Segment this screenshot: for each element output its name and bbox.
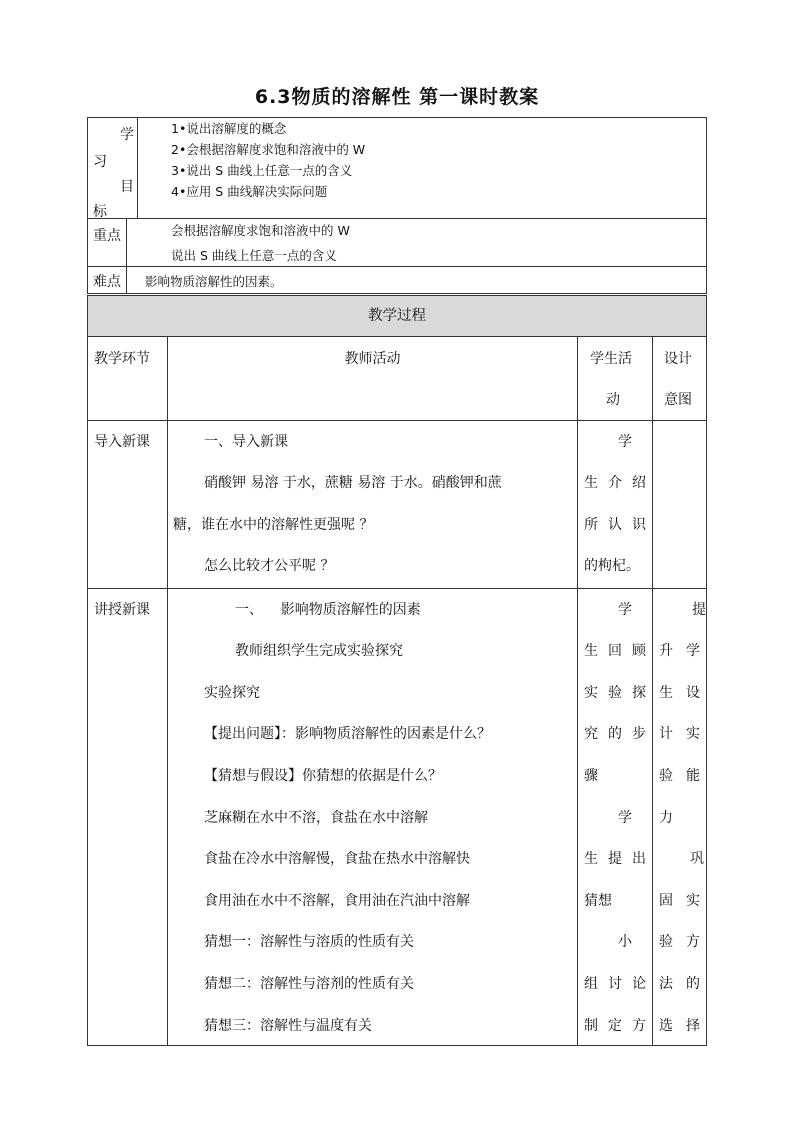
student-line: 学 xyxy=(618,602,632,618)
teacher-line: 硝酸钾 易溶 于水，蔗糖 易溶 于水。硝酸钾和蔗 xyxy=(204,475,502,491)
objective-item: 3•说出 S 曲线上任意一点的含义 xyxy=(171,163,353,178)
student-line: 骤 xyxy=(584,768,598,784)
column-header-design: 设计 xyxy=(664,351,692,367)
teacher-line: 猜想一：溶解性与溶质的性质有关 xyxy=(204,934,414,950)
teacher-line: 猜想三：溶解性与温度有关 xyxy=(204,1018,372,1034)
teacher-line: 怎么比较才公平呢 ？ xyxy=(204,558,335,574)
student-line: 猜想 xyxy=(584,893,612,909)
student-line: 学 xyxy=(618,810,632,826)
teacher-line: 芝麻糊在水中不溶，食盐在水中溶解 xyxy=(204,810,428,826)
objectives-label-char: 标 xyxy=(93,204,107,220)
key-point-item: 会根据溶解度求饱和溶液中的 W xyxy=(171,223,350,238)
column-header-design: 意图 xyxy=(664,392,692,408)
teacher-line: 猜想二：溶解性与溶剂的性质有关 xyxy=(204,976,414,992)
student-line: 小 xyxy=(618,934,632,950)
row-stage: 导入新课 xyxy=(94,434,150,450)
teacher-line: 一、 影响物质溶解性的因素 xyxy=(235,602,421,618)
objective-item: 2•会根据溶解度求饱和溶液中的 W xyxy=(171,142,366,157)
key-point-item: 说出 S 曲线上任意一点的含义 xyxy=(171,248,337,263)
student-line: 的枸杞。 xyxy=(584,558,640,574)
design-line: 计实 xyxy=(659,726,700,742)
design-line: 验能 xyxy=(659,768,700,784)
process-header: 教学过程 xyxy=(368,308,426,324)
page-title: 6.3物质的溶解性 第一课时教案 xyxy=(254,86,540,108)
objective-item: 1•说出溶解度的概念 xyxy=(171,121,287,136)
teacher-line: 糖，谁在水中的溶解性更强呢 ？ xyxy=(173,517,374,533)
column-header-student: 动 xyxy=(606,392,620,408)
teacher-line: 教师组织学生完成实验探究 xyxy=(235,643,403,659)
difficulty-label: 难点 xyxy=(93,274,121,290)
design-line: 巩 xyxy=(690,851,704,867)
objectives-label-char: 学 xyxy=(120,127,134,143)
student-line: 所认识 xyxy=(584,517,646,533)
student-line: 究的步 xyxy=(584,726,646,742)
objective-item: 4•应用 S 曲线解决实际问题 xyxy=(171,184,328,199)
teacher-line: 【猜想与假设】你猜想的依据是什么？ xyxy=(204,768,442,784)
row-stage: 讲授新课 xyxy=(94,602,150,618)
design-line: 升学 xyxy=(659,643,700,659)
student-line: 生介绍 xyxy=(584,475,646,491)
design-line: 力 xyxy=(659,810,673,826)
design-line: 固实 xyxy=(659,893,700,909)
objectives-label-char: 目 xyxy=(120,179,134,195)
column-header-teacher: 教师活动 xyxy=(344,351,401,367)
student-line: 生提出 xyxy=(584,851,646,867)
student-line: 实验探 xyxy=(584,685,646,701)
key-points-label: 重点 xyxy=(93,228,121,244)
column-header-stage: 教学环节 xyxy=(94,351,150,367)
student-line: 生回顾 xyxy=(584,643,646,659)
teacher-line: 一、导入新课 xyxy=(204,434,288,450)
teacher-line: 食盐在冷水中溶解慢，食盐在热水中溶解快 xyxy=(204,851,470,867)
design-line: 法的 xyxy=(659,976,700,992)
teacher-line: 食用油在水中不溶解，食用油在汽油中溶解 xyxy=(204,893,470,909)
design-line: 选择 xyxy=(659,1018,700,1034)
column-header-student: 学生活 xyxy=(590,351,632,367)
student-line: 学 xyxy=(618,434,632,450)
student-line: 组讨论 xyxy=(584,976,646,992)
design-line: 提 xyxy=(692,602,706,618)
student-line: 制定方 xyxy=(584,1018,646,1034)
design-line: 生设 xyxy=(659,685,700,701)
teacher-line: 实验探究 xyxy=(204,685,260,701)
design-line: 验方 xyxy=(659,934,700,950)
objectives-label-char: 习 xyxy=(93,154,107,170)
teacher-line: 【提出问题】：影响物质溶解性的因素是什么？ xyxy=(204,726,491,742)
difficulty-text: 影响物质溶解性的因素。 xyxy=(145,274,283,289)
